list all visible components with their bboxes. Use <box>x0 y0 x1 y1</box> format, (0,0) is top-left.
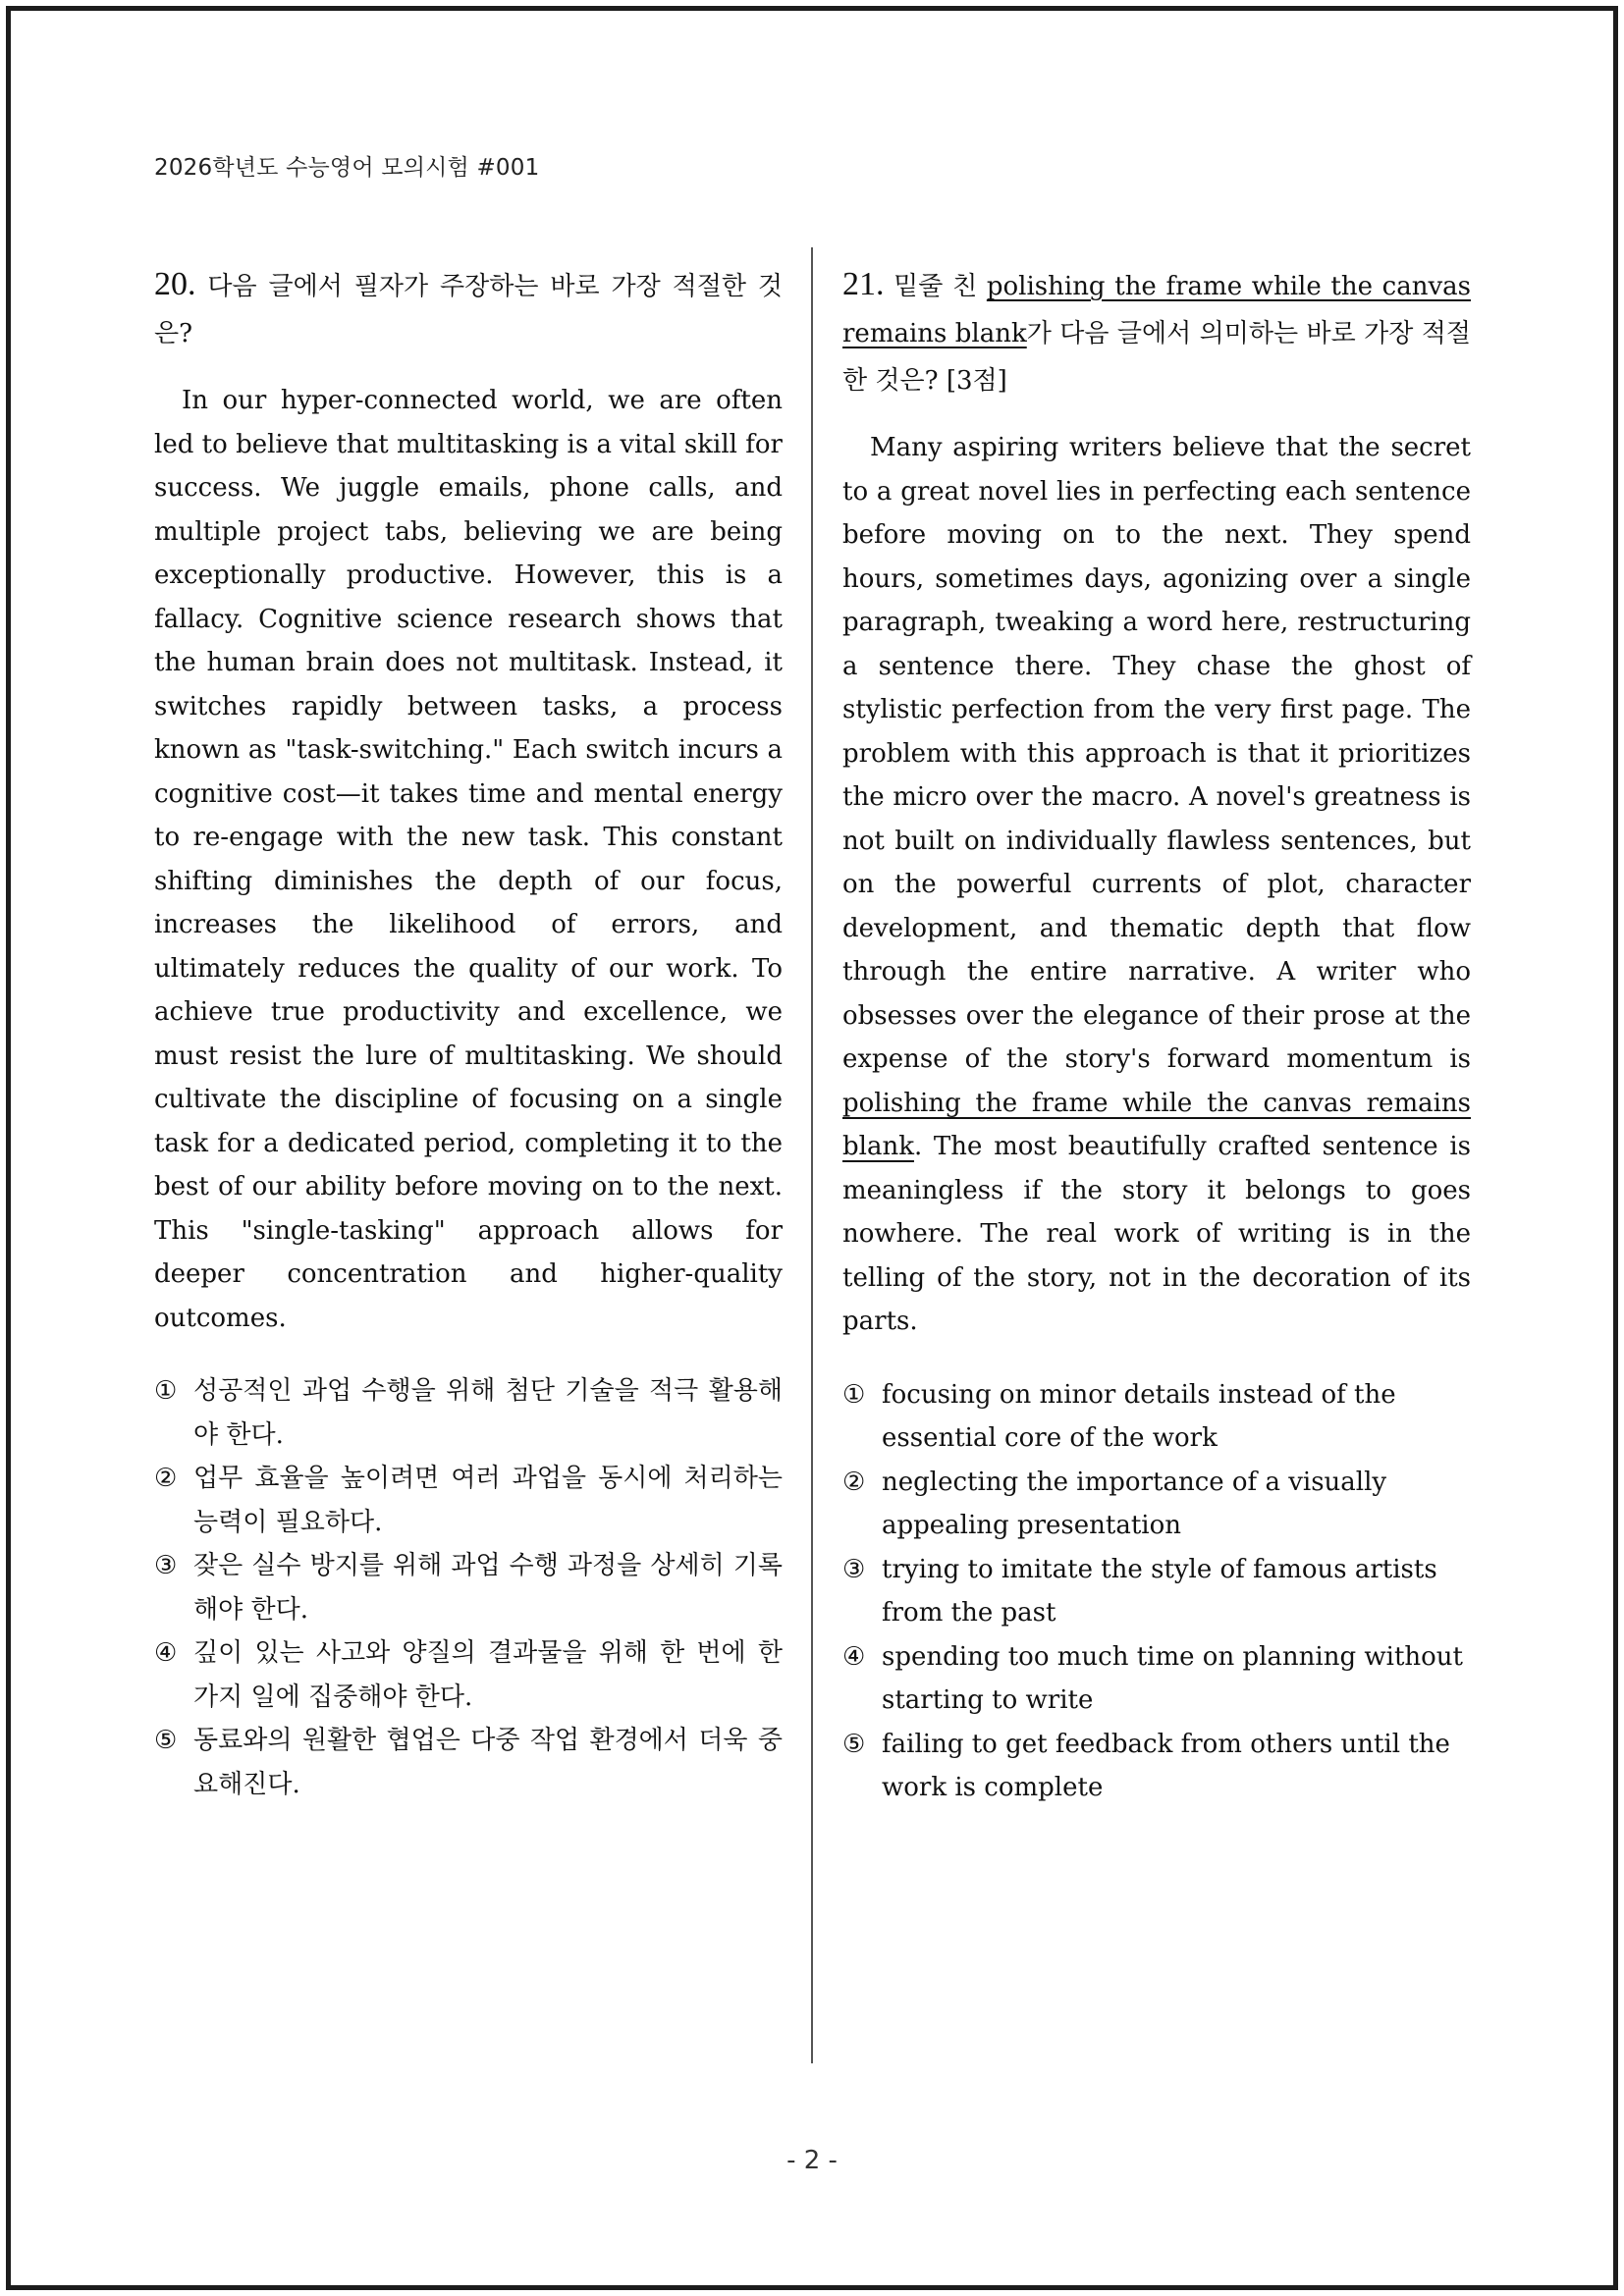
question-21-passage <box>842 426 1471 1344</box>
choice-5[interactable] <box>154 1719 783 1806</box>
passage-underlined-phrase: polishing the frame while the canvas remains blank <box>842 1088 1471 1161</box>
choice-3[interactable] <box>154 1544 783 1631</box>
choice-number: ① <box>842 1379 866 1410</box>
choice-text: 동료와의 원활한 협업은 다중 작업 환경에서 더욱 중요해진다. <box>193 1726 783 1799</box>
question-prompt-post: 가 다음 글에서 의미하는 바로 가장 적절한 것은? [3점] <box>842 319 1471 396</box>
choice-4[interactable] <box>154 1631 783 1719</box>
question-21-choices <box>842 1373 1471 1810</box>
question-number: 21. <box>842 266 885 302</box>
choice-text: focusing on minor details instead of the essential core of the work <box>882 1379 1396 1453</box>
choice-text: 깊이 있는 사고와 양질의 결과물을 위해 한 번에 한 가지 일에 집중해야 한다. <box>193 1638 783 1712</box>
choice-3[interactable] <box>842 1548 1471 1635</box>
choice-number: ④ <box>154 1638 178 1668</box>
choice-1[interactable] <box>154 1369 783 1457</box>
passage-after: . The most beautifully crafted sentence is meaningless if the story it belongs to goes nowhere. The real work of writing is in the telling of the story, not in the decoration of its parts. <box>842 1132 1471 1336</box>
choice-number: ③ <box>842 1554 866 1584</box>
choice-text: 성공적인 과업 수행을 위해 첨단 기술을 적극 활용해야 한다. <box>193 1376 783 1450</box>
question-21-prompt <box>842 261 1471 404</box>
question-prompt-underlined: polishing the frame while the canvas remains blank <box>842 272 1472 348</box>
exam-header: 2026학년도 수능영어 모의시험 #001 <box>154 155 540 181</box>
choice-5[interactable] <box>842 1723 1471 1810</box>
choice-number: ① <box>154 1376 178 1406</box>
choice-text: 업무 효율을 높이려면 여러 과업을 동시에 처리하는 능력이 필요하다. <box>193 1464 783 1537</box>
passage-before: Many aspiring writers believe that the secret to a great novel lies in perfecting each sentence before moving on to the next. They spend hours, sometimes days, agonizing over a single paragraph, tweaking a word here, restructuring a sentence there. They chase the ghost of stylistic perfection from the very first page. The problem with this approach is that it prioritizes the micro over the macro. A novel's greatness is not built on individually flawless sentences, but on the powerful currents of plot, character development, and thematic depth that flow through the entire narrative. A writer who obsesses over the elegance of their prose at the expense of the story's forward momentum is <box>842 433 1471 1074</box>
question-number: 20. <box>154 266 196 302</box>
choice-4[interactable] <box>842 1635 1471 1723</box>
choice-number: ③ <box>154 1551 178 1580</box>
choice-2[interactable] <box>154 1457 783 1544</box>
choice-number: ④ <box>842 1641 866 1672</box>
choice-text: spending too much time on planning without starting to write <box>882 1641 1463 1715</box>
choice-text: trying to imitate the style of famous artists from the past <box>882 1554 1437 1628</box>
choice-number: ② <box>842 1467 866 1497</box>
choice-number: ⑤ <box>154 1726 178 1755</box>
choice-text: failing to get feedback from others until the work is complete <box>882 1729 1450 1802</box>
question-20-choices <box>154 1369 783 1806</box>
question-21 <box>842 261 1471 1810</box>
choice-2[interactable] <box>842 1461 1471 1548</box>
choice-text: 잦은 실수 방지를 위해 과업 수행 과정을 상세히 기록해야 한다. <box>193 1551 783 1625</box>
question-prompt-text: 다음 글에서 필자가 주장하는 바로 가장 적절한 것은? <box>154 272 783 348</box>
choice-1[interactable] <box>842 1373 1471 1461</box>
choice-number: ⑤ <box>842 1729 866 1759</box>
column-divider <box>811 247 813 2063</box>
choice-text: neglecting the importance of a visually appealing presentation <box>882 1467 1387 1540</box>
question-20-passage: In our hyper-connected world, we are often led to believe that multitasking is a vital skill for success. We juggle emails, phone calls, and multiple project tabs, believing we are being exceptionally productive. However, this is a fallacy. Cognitive science research shows that the human brain does not multitask. Instead, it switches rapidly between tasks, a process known as "task-switching." Each switch incurs a cognitive cost—it takes time and mental energy to re-engage with the new task. This constant shifting diminishes the depth of our focus, increases the likelihood of errors, and ultimately reduces the quality of our work. To achieve true productivity and excellence, we must resist the lure of multitasking. We should cultivate the discipline of focusing on a single task for a dedicated period, completing it to the best of our ability before moving on to the next. This "single-tasking" approach allows for deeper concentration and higher-quality outcomes. <box>154 386 783 1333</box>
question-20-prompt <box>154 261 783 357</box>
question-prompt-pre: 밑줄 친 <box>893 272 987 301</box>
choice-number: ② <box>154 1464 178 1493</box>
question-20 <box>154 261 783 1806</box>
page-number: - 2 - <box>786 2146 838 2175</box>
